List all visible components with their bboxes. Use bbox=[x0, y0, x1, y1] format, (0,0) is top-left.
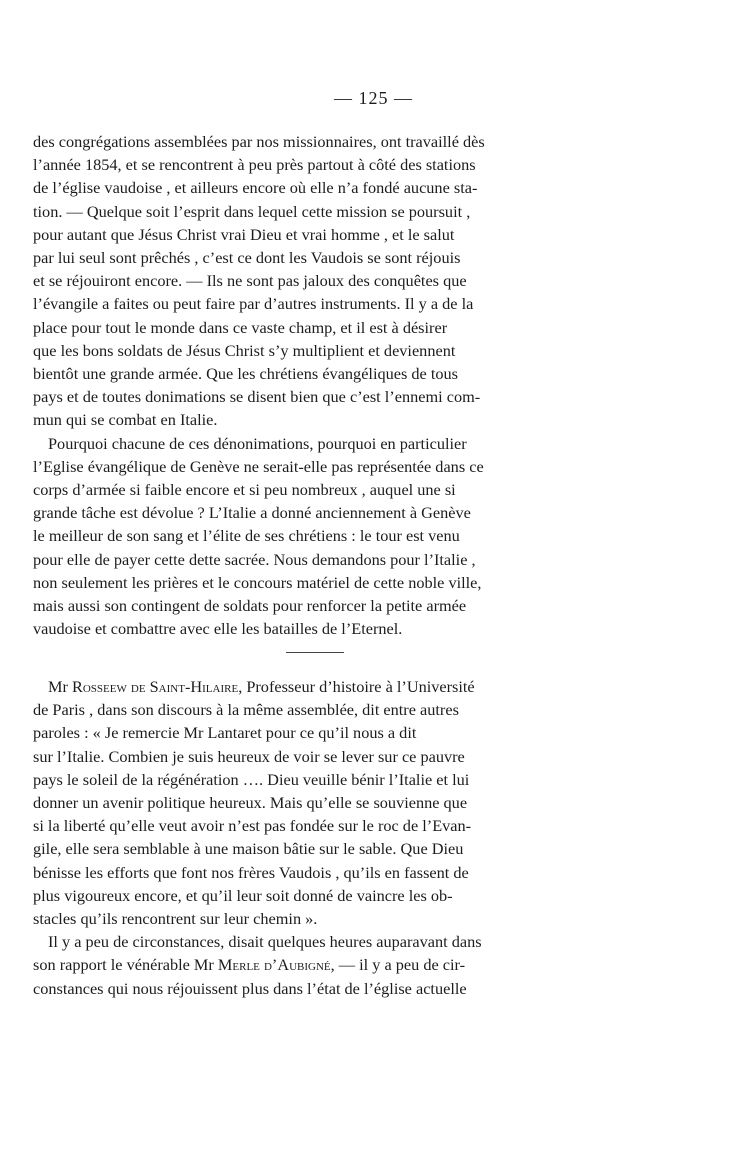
text-fragment: , Professeur d’histoire à l’Université bbox=[238, 677, 475, 696]
text-line: Il y a peu de circonstances, disait quelques heures auparavant dans bbox=[48, 932, 482, 951]
text-line: corps d’armée si faible encore et si peu nombreux , auquel une si bbox=[33, 480, 456, 499]
title-prefix: Mr bbox=[48, 677, 72, 696]
person-name: Merle d’Aubigné bbox=[217, 955, 331, 974]
text-line: par lui seul sont prêchés , c’est ce dont les Vaudois se sont réjouis bbox=[33, 248, 461, 267]
text-line: le meilleur de son sang et l’élite de ses chrétiens : le tour est venu bbox=[33, 526, 460, 545]
text-fragment: , — il y a peu de cir- bbox=[330, 955, 466, 974]
text-line: place pour tout le monde dans ce vaste champ, et il est à désirer bbox=[33, 318, 448, 337]
text-line: non seulement les prières et le concours matériel de cette noble ville, bbox=[33, 573, 482, 592]
text-line: constances qui nous réjouissent plus dans l’état de l’église actuelle bbox=[33, 979, 467, 998]
text-line: si la liberté qu’elle veut avoir n’est pas fondée sur le roc de l’Evan- bbox=[33, 816, 472, 835]
text-line: bénisse les efforts que font nos frères Vaudois , qu’ils en fassent de bbox=[33, 863, 469, 882]
text-line: pour autant que Jésus Christ vrai Dieu et vrai homme , et le salut bbox=[33, 225, 455, 244]
section-separator bbox=[286, 652, 344, 653]
text-line: tion. — Quelque soit l’esprit dans lequel cette mission se poursuit , bbox=[33, 202, 471, 221]
person-name: Rosseew de Saint-Hilaire bbox=[71, 677, 239, 696]
text-line bbox=[33, 953, 465, 976]
text-line: pays et de toutes donimations se disent bien que c’est l’ennemi com- bbox=[33, 387, 481, 406]
text-line: mun qui se combat en Italie. bbox=[33, 410, 218, 429]
text-line: que les bons soldats de Jésus Christ s’y multiplient et deviennent bbox=[33, 341, 456, 360]
text-line bbox=[48, 675, 475, 698]
text-line: mais aussi son contingent de soldats pour renforcer la petite armée bbox=[33, 596, 467, 615]
text-line: plus vigoureux encore, et qu’il leur soit donné de vaincre les ob- bbox=[33, 886, 453, 905]
text-line: et se réjouiront encore. — Ils ne sont pas jaloux des conquêtes que bbox=[33, 271, 467, 290]
text-line: donner un avenir politique heureux. Mais qu’elle se souvienne que bbox=[33, 793, 468, 812]
text-line: paroles : « Je remercie Mr Lantaret pour ce qu’il nous a dit bbox=[33, 723, 417, 742]
text-line: sur l’Italie. Combien je suis heureux de voir se lever sur ce pauvre bbox=[33, 747, 465, 766]
text-line: pour elle de payer cette dette sacrée. Nous demandons pour l’Italie , bbox=[33, 550, 476, 569]
text-line: des congrégations assemblées par nos missionnaires, ont travaillé dès bbox=[33, 132, 485, 151]
text-line: gile, elle sera semblable à une maison bâtie sur le sable. Que Dieu bbox=[33, 839, 464, 858]
text-line: vaudoise et combattre avec elle les batailles de l’Eternel. bbox=[33, 619, 403, 638]
text-line: de l’église vaudoise , et ailleurs encore où elle n’a fondé aucune sta- bbox=[33, 178, 478, 197]
text-line: l’évangile a faites ou peut faire par d’autres instruments. Il y a de la bbox=[33, 294, 474, 313]
text-line: Pourquoi chacune de ces dénonimations, pourquoi en particulier bbox=[48, 434, 467, 453]
page-number: — 125 — bbox=[334, 88, 413, 108]
text-line: de Paris , dans son discours à la même assemblée, dit entre autres bbox=[33, 700, 459, 719]
text-line: pays le soleil de la régénération …. Dieu veuille bénir l’Italie et lui bbox=[33, 770, 470, 789]
text-line: l’année 1854, et se rencontrent à peu près partout à côté des stations bbox=[33, 155, 476, 174]
text-line: l’Eglise évangélique de Genève ne serait-elle pas représentée dans ce bbox=[33, 457, 484, 476]
text-line: bientôt une grande armée. Que les chrétiens évangéliques de tous bbox=[33, 364, 458, 383]
text-line: grande tâche est dévolue ? L’Italie a donné anciennement à Genève bbox=[33, 503, 471, 522]
text-fragment: son rapport le vénérable Mr bbox=[33, 955, 218, 974]
text-line: stacles qu’ils rencontrent sur leur chemin ». bbox=[33, 909, 318, 928]
